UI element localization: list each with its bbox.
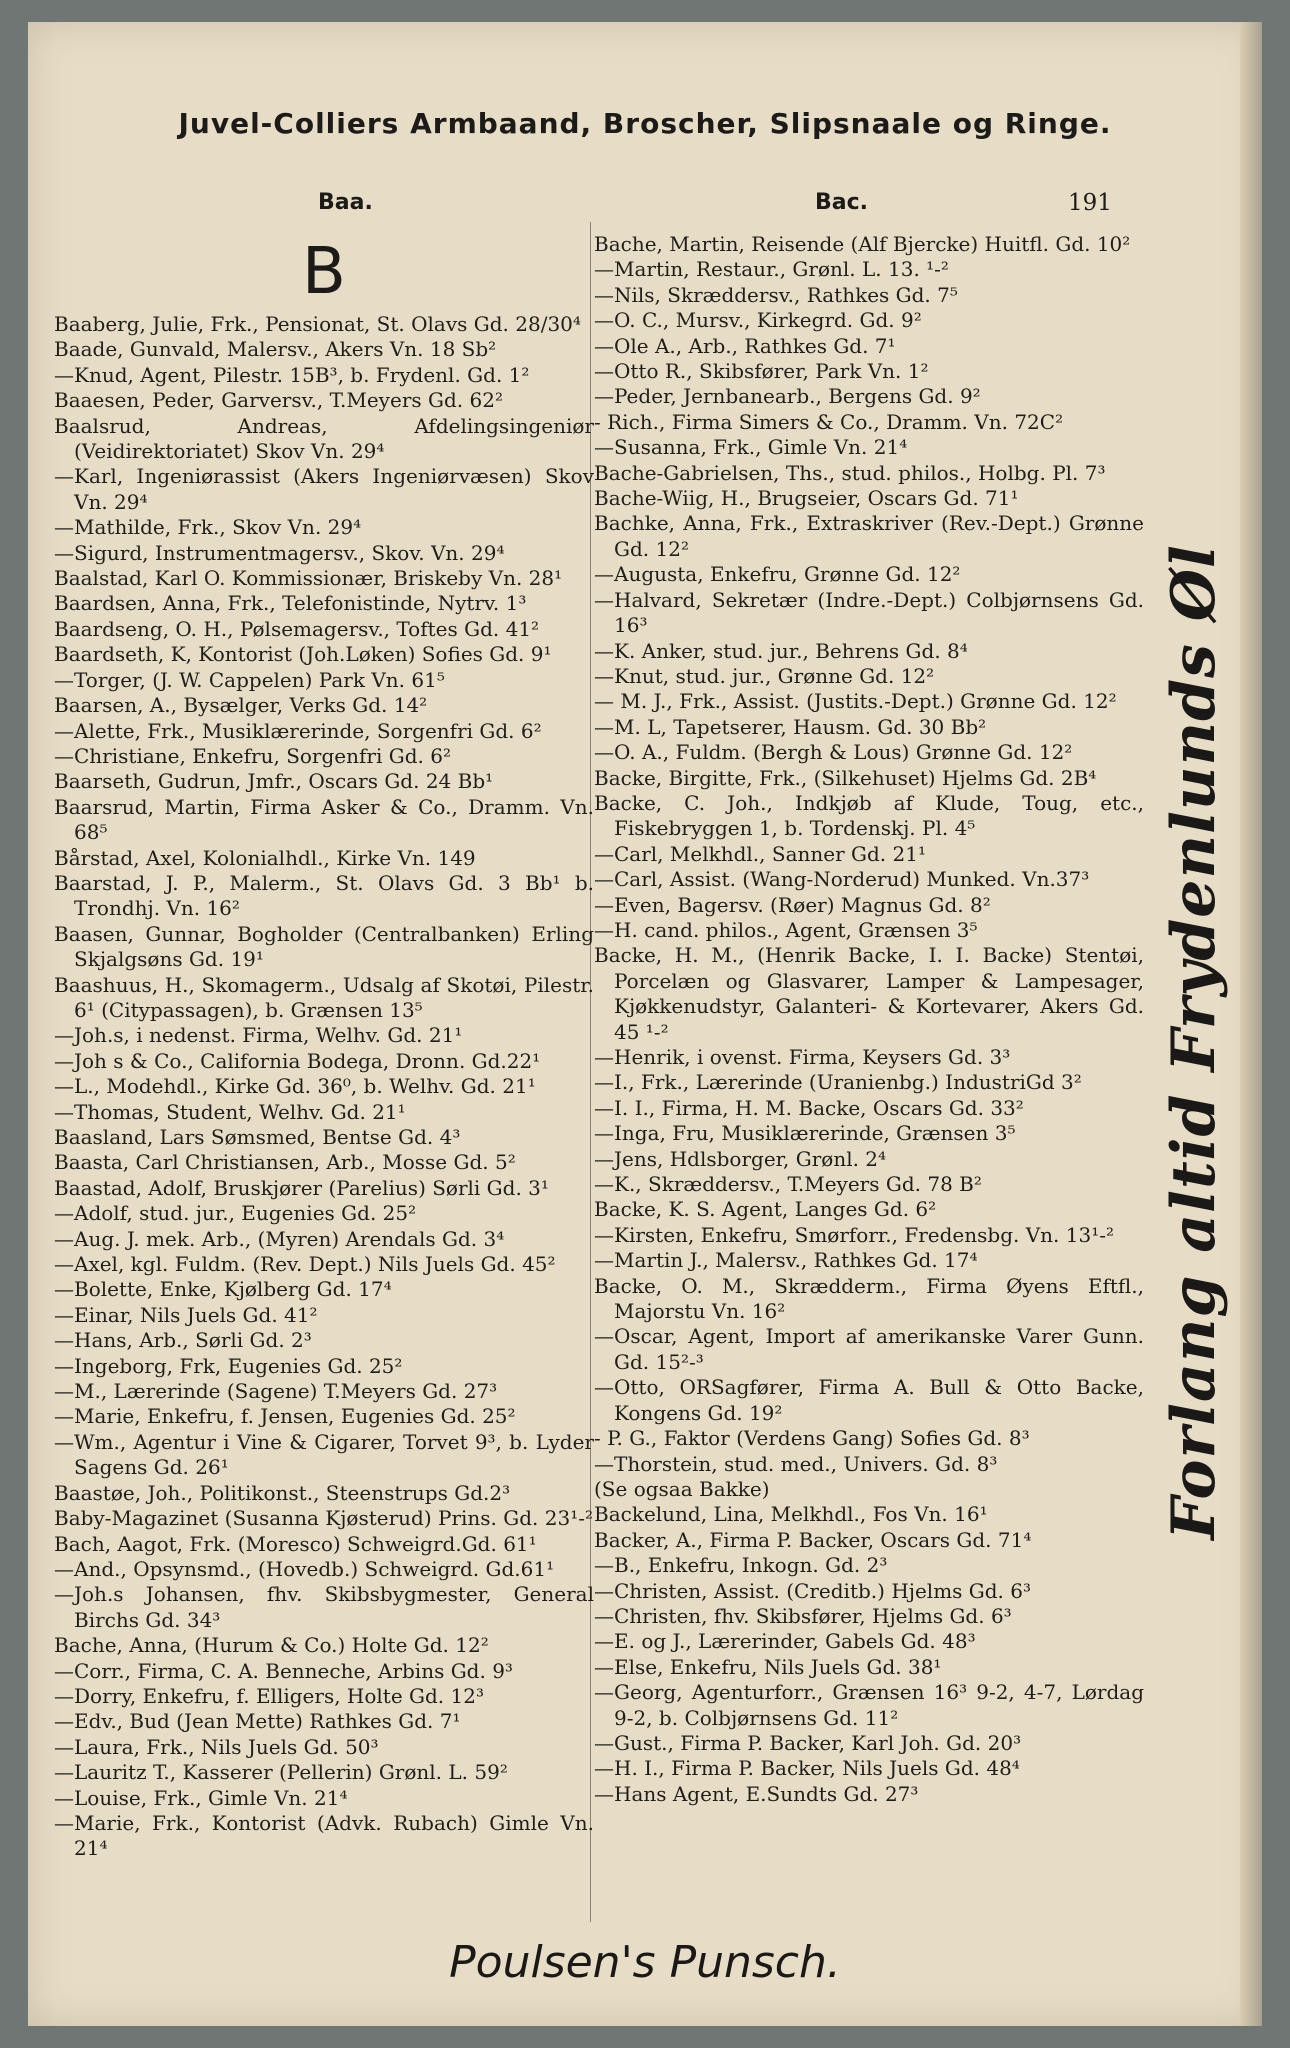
left-entry-list <box>54 312 594 1862</box>
directory-entry: —Else, Enkefru, Nils Juels Gd. 38¹ <box>594 1654 942 1679</box>
directory-entry: —Augusta, Enkefru, Grønne Gd. 12² <box>594 562 961 587</box>
right-entry-list <box>594 232 1144 1807</box>
directory-entry: —Kirsten, Enkefru, Smørforr., Fredensbg. Vn. 13¹-² <box>594 1222 1114 1247</box>
directory-entry: Baardseng, O. H., Pølsemagersv., Toftes Gd. 41² <box>54 616 540 641</box>
directory-entry: —Edv., Bud (Jean Mette) Rathkes Gd. 7¹ <box>54 1709 461 1734</box>
directory-entry: —Jens, Hdlsborger, Grønl. 2⁴ <box>594 1146 887 1171</box>
directory-entry: Bache, Martin, Reisende (Alf Bjercke) Huitfl. Gd. 10² <box>594 232 1131 256</box>
directory-entry: —Carl, Melkhdl., Sanner Gd. 21¹ <box>594 841 926 866</box>
directory-entry: —Christen, fhv. Skibsfører, Hjelms Gd. 6³ <box>594 1603 1012 1628</box>
directory-entry: Baardseth, K, Kontorist (Joh.Løken) Sofies Gd. 9¹ <box>54 642 552 667</box>
page-edge <box>1240 22 1262 2026</box>
directory-entry: Baarsen, A., Bysælger, Verks Gd. 14² <box>54 693 428 718</box>
directory-entry: —Mathilde, Frk., Skov Vn. 29⁴ <box>54 515 362 540</box>
left-column <box>54 232 594 1862</box>
directory-entry: Bach, Aagot, Frk. (Moresco) Schweigrd.Gd. 61¹ <box>54 1531 537 1556</box>
directory-entry: —Sigurd, Instrumentmagersv., Skov. Vn. 29⁴ <box>54 540 505 565</box>
directory-entry: —Thorstein, stud. med., Univers. Gd. 8³ <box>594 1451 998 1476</box>
directory-entry: —Einar, Nils Juels Gd. 41² <box>54 1302 318 1327</box>
directory-entry: —Christen, Assist. (Creditb.) Hjelms Gd. 6³ <box>594 1578 1032 1603</box>
directory-entry: Bache-Wiig, H., Brugseier, Oscars Gd. 71¹ <box>594 486 1019 511</box>
section-letter: B <box>302 235 346 309</box>
directory-entry: —Peder, Jernbanearb., Bergens Gd. 9² <box>594 384 981 409</box>
directory-entry: Backer, A., Firma P. Backer, Oscars Gd. 71⁴ <box>594 1527 1032 1552</box>
vertical-advertisement: Forlang altid Frydenlunds Øl <box>1159 544 1229 1540</box>
directory-entry: Bårstad, Axel, Kolonialhdl., Kirke Vn. 149 <box>54 845 476 870</box>
directory-entry: —Dorry, Enkefru, f. Elligers, Holte Gd. 12³ <box>54 1683 484 1708</box>
directory-entry: —Joh.s Johansen, fhv. Skibsbygmester, General Birchs Gd. 34³ <box>54 1582 594 1632</box>
directory-entry: Backe, H. M., (Henrik Backe, I. I. Backe) Stentøi, Porcelæn og Glasvarer, Lamper & Lampesager, Kjøkkenudstyr, Galanteri- & Kortevarer, Akers Gd. 45 ¹-² <box>594 943 1144 1044</box>
directory-entry: —Knut, stud. jur., Grønne Gd. 12² <box>594 663 935 688</box>
directory-entry: —M., Lærerinde (Sagene) T.Meyers Gd. 27³ <box>54 1379 498 1404</box>
directory-entry: —Otto R., Skibsfører, Park Vn. 1² <box>594 359 929 384</box>
directory-entry: —Ole A., Arb., Rathkes Gd. 7¹ <box>594 333 896 358</box>
directory-entry: Baashuus, H., Skomagerm., Udsalg af Skotøi, Pilestr. 6¹ (Citypassagen), b. Grænsen 13⁵ <box>54 972 594 1022</box>
directory-entry: —Wm., Agentur i Vine & Cigarer, Torvet 9³, b. Lyder Sagens Gd. 26¹ <box>54 1429 594 1480</box>
directory-entry: Backe, K. S. Agent, Langes Gd. 6² <box>594 1197 937 1222</box>
directory-entry: Baaberg, Julie, Frk., Pensionat, St. Olavs Gd. 28/30⁴ <box>54 312 581 336</box>
directory-entry: —Inga, Fru, Musiklærerinde, Grænsen 3⁵ <box>594 1121 1016 1146</box>
directory-entry: —H. I., Firma P. Backer, Nils Juels Gd. 48⁴ <box>594 1756 1020 1781</box>
directory-entry: Backelund, Lina, Melkhdl., Fos Vn. 16¹ <box>594 1502 988 1527</box>
directory-entry: —Nils, Skræddersv., Rathkes Gd. 7⁵ <box>594 282 958 307</box>
directory-entry: —Torger, (J. W. Cappelen) Park Vn. 61⁵ <box>54 667 445 692</box>
directory-entry: —Joh.s, i nedenst. Firma, Welhv. Gd. 21¹ <box>54 1023 463 1048</box>
directory-entry: - P. G., Faktor (Verdens Gang) Sofies Gd. 8³ <box>594 1426 1030 1451</box>
directory-entry: —Christiane, Enkefru, Sorgenfri Gd. 6² <box>54 743 451 768</box>
directory-entry: —Marie, Enkefru, f. Jensen, Eugenies Gd. 25² <box>54 1404 516 1429</box>
directory-entry: Baaesen, Peder, Garversv., T.Meyers Gd. 62² <box>54 388 503 413</box>
directory-entry: —O. C., Mursv., Kirkegrd. Gd. 9² <box>594 308 922 333</box>
directory-entry: —Carl, Assist. (Wang-Norderud) Munked. Vn.37³ <box>594 867 1090 892</box>
directory-entry: —Thomas, Student, Welhv. Gd. 21¹ <box>54 1099 406 1124</box>
directory-entry: Bachke, Anna, Frk., Extraskriver (Rev.-Dept.) Grønne Gd. 12² <box>594 511 1144 561</box>
directory-entry: —Martin J., Malersv., Rathkes Gd. 17⁴ <box>594 1248 978 1273</box>
directory-entry: Baby-Magazinet (Susanna Kjøsterud) Prins. Gd. 23¹-² <box>54 1506 594 1531</box>
directory-entry: —Marie, Frk., Kontorist (Advk. Rubach) Gimle Vn. 21⁴ <box>54 1810 594 1861</box>
directory-entry: —Halvard, Sekretær (Indre.-Dept.) Colbjørnsens Gd. 16³ <box>594 587 1144 638</box>
directory-entry: —Bolette, Enke, Kjølberg Gd. 17⁴ <box>54 1277 392 1302</box>
directory-entry: —O. A., Fuldm. (Bergh & Lous) Grønne Gd. 12² <box>594 740 1073 765</box>
directory-entry: —Hans Agent, E.Sundts Gd. 27³ <box>594 1781 919 1806</box>
directory-entry: —Gust., Firma P. Backer, Karl Joh. Gd. 20³ <box>594 1730 1022 1755</box>
directory-entry: Backe, Birgitte, Frk., (Silkehuset) Hjelms Gd. 2B⁴ <box>594 765 1097 790</box>
directory-entry: —L., Modehdl., Kirke Gd. 36⁰, b. Welhv. Gd. 21¹ <box>54 1074 536 1099</box>
directory-entry: —Karl, Ingeniørassist (Akers Ingeniørvæsen) Skov Vn. 29⁴ <box>54 464 594 514</box>
top-advertisement-banner: Juvel-Colliers Armbaand, Broscher, Slipsnaale og Ringe. <box>178 107 1112 140</box>
directory-entry: —Laura, Frk., Nils Juels Gd. 50³ <box>54 1734 379 1759</box>
directory-entry: —And., Opsynsmd., (Hovedb.) Schweigrd. Gd.61¹ <box>54 1556 555 1581</box>
directory-entry: —Louise, Frk., Gimle Vn. 21⁴ <box>54 1785 348 1810</box>
directory-entry: Baardsen, Anna, Frk., Telefonistinde, Nytrv. 1³ <box>54 591 527 616</box>
bottom-advertisement-banner: Poulsen's Punsch. <box>449 1937 841 1988</box>
directory-entry: Backe, O. M., Skrædderm., Firma Øyens Eftfl., Majorstu Vn. 16² <box>594 1273 1144 1324</box>
directory-entry: —Alette, Frk., Musiklærerinde, Sorgenfri Gd. 6² <box>54 718 542 743</box>
directory-entry: —H. cand. philos., Agent, Grænsen 3⁵ <box>594 917 978 942</box>
directory-entry: —Even, Bagersv. (Røer) Magnus Gd. 8² <box>594 892 991 917</box>
directory-entry: Baasen, Gunnar, Bogholder (Centralbanken) Erling Skjalgsøns Gd. 19¹ <box>54 921 594 972</box>
directory-entry: —Axel, kgl. Fuldm. (Rev. Dept.) Nils Juels Gd. 45² <box>54 1252 556 1277</box>
directory-page <box>28 22 1262 2026</box>
directory-entry: —E. og J., Lærerinder, Gabels Gd. 48³ <box>594 1629 976 1654</box>
directory-entry: —Joh s & Co., California Bodega, Dronn. Gd.22¹ <box>54 1048 541 1073</box>
directory-entry: —M. L, Tapetserer, Hausm. Gd. 30 Bb² <box>594 714 987 739</box>
directory-entry: Bache, Anna, (Hurum & Co.) Holte Gd. 12² <box>54 1633 489 1658</box>
directory-entry: Baalstad, Karl O. Kommissionær, Briskeby Vn. 28¹ <box>54 566 563 591</box>
directory-entry: —Adolf, stud. jur., Eugenies Gd. 25² <box>54 1201 417 1226</box>
directory-entry: Baasland, Lars Sømsmed, Bentse Gd. 4³ <box>54 1125 461 1149</box>
directory-entry: —Martin, Restaur., Grønl. L. 13. ¹-² <box>594 257 949 282</box>
directory-entry: —Corr., Firma, C. A. Benneche, Arbins Gd. 9³ <box>54 1658 513 1683</box>
directory-entry: —K. Anker, stud. jur., Behrens Gd. 8⁴ <box>594 638 968 663</box>
directory-entry: —Ingeborg, Frk, Eugenies Gd. 25² <box>54 1353 403 1378</box>
directory-entry: —Hans, Arb., Sørli Gd. 2³ <box>54 1328 312 1353</box>
page-number: 191 <box>1068 190 1112 216</box>
directory-entry: Baarseth, Gudrun, Jmfr., Oscars Gd. 24 Bb¹ <box>54 769 494 794</box>
directory-entry: —Susanna, Frk., Gimle Vn. 21⁴ <box>594 435 908 460</box>
left-running-head: Baa. <box>318 190 373 215</box>
directory-entry: Baastøe, Joh., Politikonst., Steenstrups Gd.2³ <box>54 1480 511 1505</box>
directory-entry: Baastad, Adolf, Bruskjører (Parelius) Sørli Gd. 3¹ <box>54 1175 549 1200</box>
right-running-head: Bac. <box>815 190 869 215</box>
directory-entry: Baarsrud, Martin, Firma Asker & Co., Dramm. Vn. 68⁵ <box>54 794 594 845</box>
directory-entry: —Oscar, Agent, Import af amerikanske Varer Gunn. Gd. 15²-³ <box>594 1324 1144 1374</box>
directory-entry: (Se ogsaa Bakke) <box>594 1476 770 1501</box>
directory-entry: Baade, Gunvald, Malersv., Akers Vn. 18 Sb² <box>54 337 497 362</box>
directory-entry: —I., Frk., Lærerinde (Uranienbg.) IndustriGd 3² <box>594 1070 1082 1095</box>
right-column <box>594 232 1144 1807</box>
directory-entry: —Henrik, i ovenst. Firma, Keysers Gd. 3³ <box>594 1045 1011 1069</box>
directory-entry: Baalsrud, Andreas, Afdelingsingeniør (Veidirektoriatet) Skov Vn. 29⁴ <box>54 413 594 464</box>
directory-entry: —B., Enkefru, Inkogn. Gd. 2³ <box>594 1553 888 1578</box>
directory-entry: Backe, C. Joh., Indkjøb af Klude, Toug, etc., Fiskebryggen 1, b. Tordenskj. Pl. 4⁵ <box>594 790 1144 841</box>
directory-entry: Baasta, Carl Christiansen, Arb., Mosse Gd. 5² <box>54 1150 516 1175</box>
directory-entry: Baarstad, J. P., Malerm., St. Olavs Gd. 3 Bb¹ b. Trondhj. Vn. 16² <box>54 870 594 921</box>
directory-entry: — M. J., Frk., Assist. (Justits.-Dept.) Grønne Gd. 12² <box>594 689 1117 714</box>
directory-entry: —Otto, ORSagfører, Firma A. Bull & Otto Backe, Kongens Gd. 19² <box>594 1375 1144 1425</box>
directory-entry: —K., Skræddersv., T.Meyers Gd. 78 B² <box>594 1172 982 1197</box>
directory-entry: - Rich., Firma Simers & Co., Dramm. Vn. 72C² <box>594 409 1064 434</box>
directory-entry: —Georg, Agenturforr., Grænsen 16³ 9-2, 4-7, Lørdag 9-2, b. Colbjørnsens Gd. 11² <box>594 1680 1144 1730</box>
directory-entry: Bache-Gabrielsen, Ths., stud. philos., Holbg. Pl. 7³ <box>594 460 1106 485</box>
directory-entry: —Aug. J. mek. Arb., (Myren) Arendals Gd. 3⁴ <box>54 1226 505 1251</box>
directory-entry: —Knud, Agent, Pilestr. 15B³, b. Frydenl. Gd. 1² <box>54 362 530 387</box>
directory-entry: —I. I., Firma, H. M. Backe, Oscars Gd. 33² <box>594 1095 1024 1120</box>
directory-entry: —Lauritz T., Kasserer (Pellerin) Grønl. L. 59² <box>54 1760 508 1785</box>
